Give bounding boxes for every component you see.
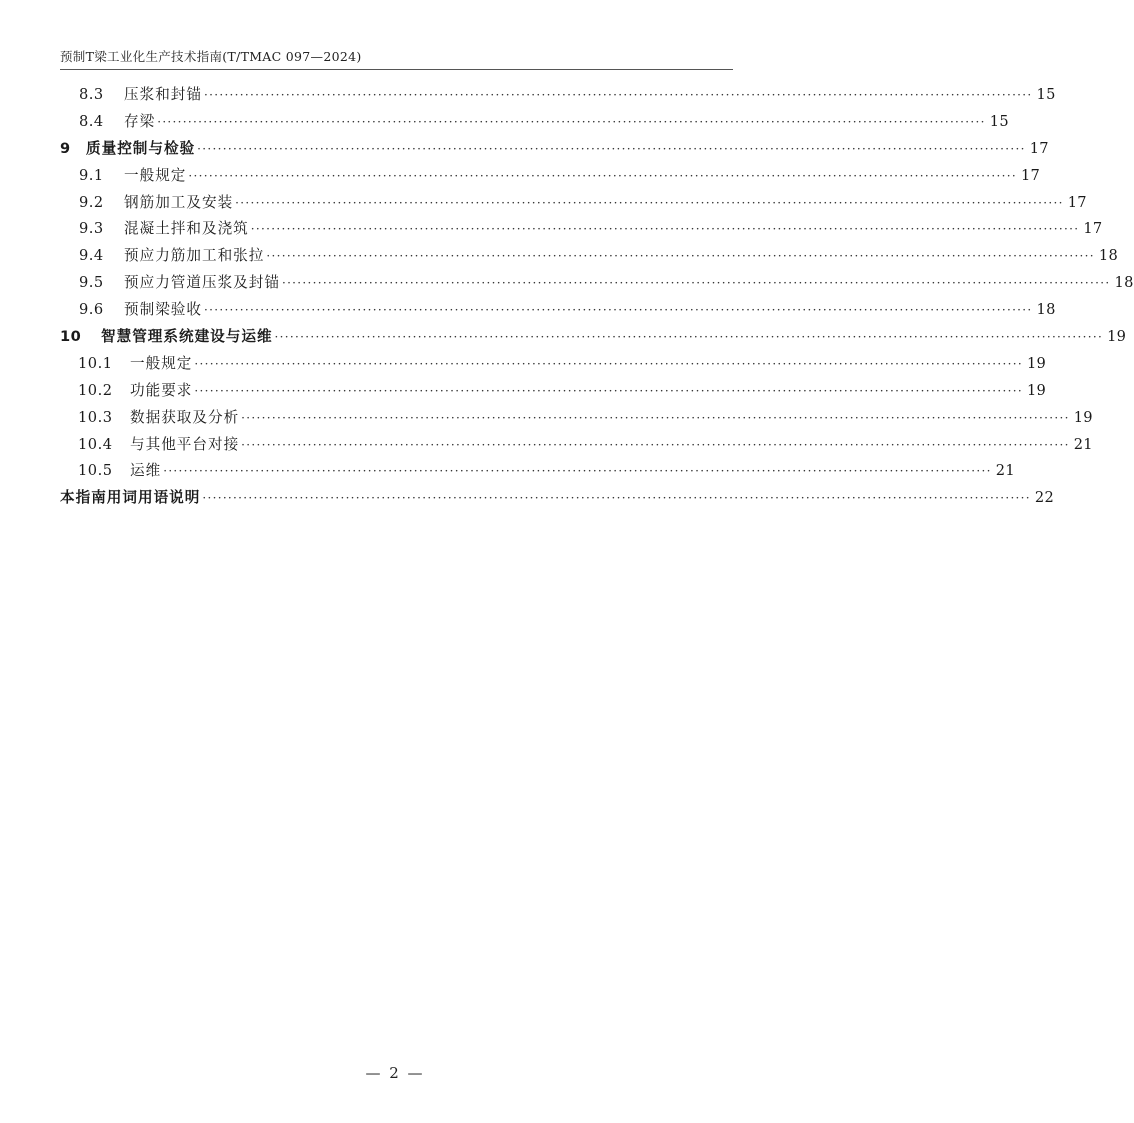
toc-leader-dots: ·································································································································································· <box>203 88 1033 102</box>
toc-entry[interactable] <box>60 82 1056 109</box>
toc-entry-number: 9.3 <box>79 220 104 238</box>
toc-entry-page: 19 <box>1107 328 1127 346</box>
toc-entry-title: 钢筋加工及安装 <box>124 193 234 211</box>
running-header: 预制T梁工业化生产技术指南(T/TMAC 097—2024) <box>60 49 362 64</box>
toc-entry-title: 压浆和封锚 <box>124 86 202 103</box>
toc-entry-title: 混凝土拌和及浇筑 <box>124 220 249 238</box>
toc-entry-title: 数据获取及分析 <box>130 408 240 426</box>
toc-leader-dots: ·································································································································································· <box>197 141 1026 156</box>
toc-leader-dots: ·································································································································································· <box>250 222 1080 237</box>
toc-entry-page: 19 <box>1026 381 1047 399</box>
toc-entry-page: 19 <box>1073 408 1093 426</box>
toc-entry-title: 预应力管道压浆及封锚 <box>124 274 280 292</box>
toc-entry-number: 8.3 <box>79 86 104 103</box>
toc-entry-number: 9.4 <box>79 247 104 265</box>
toc-leader-dots: ·································································································································································· <box>163 464 992 479</box>
toc-entry-page: 18 <box>1098 247 1119 265</box>
toc-entry-page: 17 <box>1083 220 1103 238</box>
toc-entry-title: 预应力筋加工和张拉 <box>124 247 265 265</box>
toc-entry-number: 9.5 <box>79 274 104 292</box>
toc-appendix-entry[interactable] <box>60 485 1055 512</box>
toc-entry[interactable] <box>60 190 1087 217</box>
toc-entry-number: 9 <box>60 139 71 157</box>
toc-entry-page: 19 <box>1026 354 1047 372</box>
toc-leader-dots: ·································································································································································· <box>274 330 1104 345</box>
toc-entry-number: 10.5 <box>78 462 113 480</box>
toc-entry-number: 9.6 <box>79 301 104 319</box>
header-divider <box>60 69 733 70</box>
toc-entry-title: 质量控制与检验 <box>86 139 196 157</box>
toc-entry-title: 存梁 <box>124 112 156 130</box>
toc-entry-title: 运维 <box>130 462 162 480</box>
toc-entry-page: 17 <box>1020 166 1041 184</box>
toc-entry-title: 功能要求 <box>130 381 193 399</box>
toc-entry-number: 10.1 <box>78 354 113 372</box>
toc-entry[interactable] <box>60 351 1047 378</box>
toc-leader-dots: ·································································································································································· <box>235 195 1064 210</box>
toc-leader-dots: ·································································································································································· <box>241 410 1070 425</box>
toc-entry-number: 9.2 <box>79 193 104 211</box>
toc-chapter-entry[interactable] <box>60 136 1049 163</box>
toc-chapter-entry[interactable] <box>60 324 1127 351</box>
toc-entry-number: 10.4 <box>78 435 113 453</box>
toc-entry-page: 17 <box>1067 193 1087 211</box>
toc-entry-title: 一般规定 <box>124 166 187 184</box>
toc-entry[interactable] <box>60 405 1093 432</box>
toc-entry[interactable] <box>60 432 1093 459</box>
toc-leader-dots: ·································································································································································· <box>203 303 1033 318</box>
toc-entry-title: 一般规定 <box>130 354 193 372</box>
toc-entry[interactable] <box>60 216 1103 243</box>
toc-entry-title: 本指南用词用语说明 <box>60 489 201 507</box>
toc-leader-dots: ·································································································································································· <box>241 437 1070 452</box>
toc-entry-title: 智慧管理系统建设与运维 <box>101 328 273 346</box>
toc-entry-page: 18 <box>1036 301 1056 319</box>
toc-leader-dots: ·································································································································································· <box>266 249 1095 264</box>
toc-entry[interactable] <box>60 243 1119 270</box>
toc-entry-number: 9.1 <box>79 166 104 184</box>
toc-entry-title: 预制梁验收 <box>124 301 202 319</box>
toc-entry-page: 22 <box>1034 489 1055 507</box>
toc-entry[interactable] <box>60 163 1041 190</box>
toc-entry-title: 与其他平台对接 <box>130 435 240 453</box>
toc-leader-dots: ·································································································································································· <box>157 114 986 129</box>
toc-entry[interactable] <box>60 378 1047 405</box>
toc-entry[interactable] <box>60 458 1015 485</box>
toc-entry-number: 10 <box>60 328 82 346</box>
toc-entry-page: 15 <box>1036 86 1056 103</box>
toc-entry-number: 8.4 <box>79 112 104 130</box>
toc-entry-page: 18 <box>1114 274 1134 292</box>
toc-leader-dots: ·································································································································································· <box>194 356 1023 371</box>
toc-leader-dots: ·································································································································································· <box>202 491 1031 506</box>
toc-entry[interactable] <box>60 270 1134 297</box>
toc-entry-page: 17 <box>1029 139 1049 157</box>
page-number: — 2 — <box>365 1064 425 1082</box>
toc-leader-dots: ·································································································································································· <box>281 276 1111 291</box>
toc-entry-page: 21 <box>995 462 1015 480</box>
table-of-contents <box>60 82 1134 512</box>
toc-entry-page: 15 <box>989 112 1009 130</box>
toc-entry-number: 10.3 <box>78 408 113 426</box>
toc-entry[interactable] <box>60 297 1056 324</box>
toc-entry-number: 10.2 <box>78 381 113 399</box>
toc-entry-page: 21 <box>1073 435 1093 453</box>
toc-entry[interactable] <box>60 109 1009 136</box>
toc-leader-dots: ·································································································································································· <box>188 168 1017 183</box>
toc-leader-dots: ·································································································································································· <box>194 383 1023 398</box>
